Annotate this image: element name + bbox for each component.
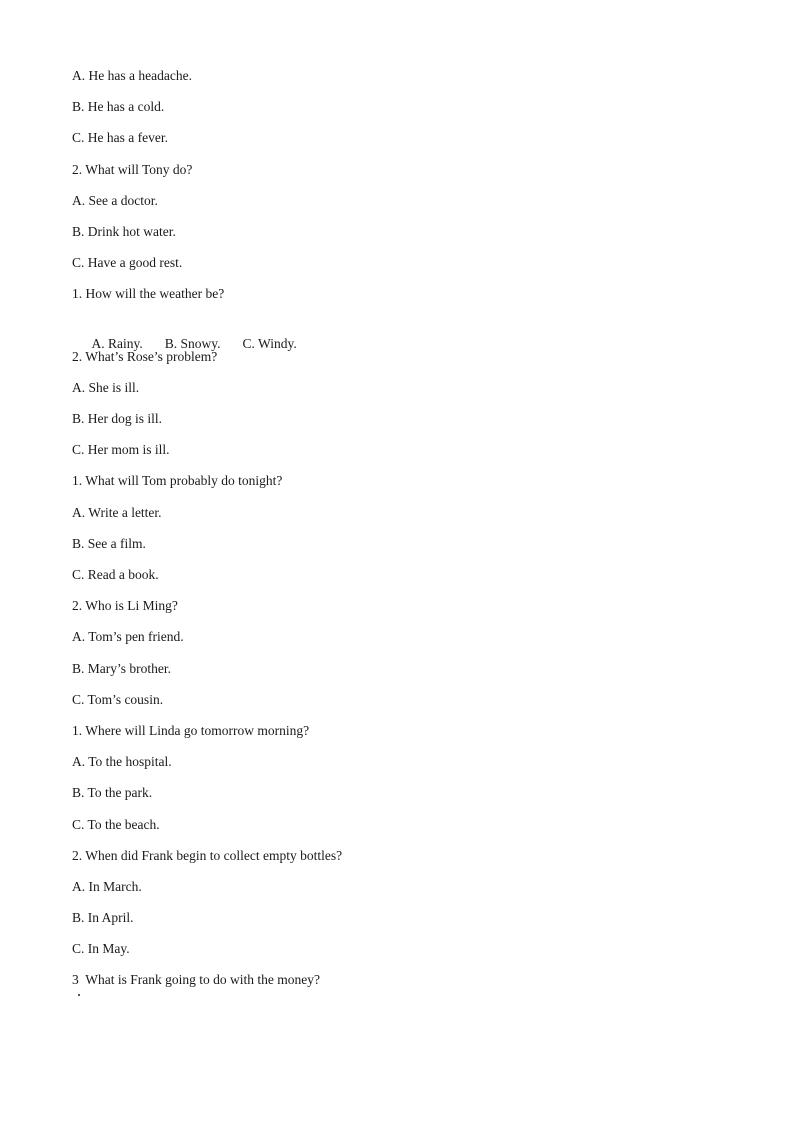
- question-line: 2. Who is Li Ming?: [72, 598, 178, 614]
- option-line: A. See a doctor.: [72, 192, 158, 208]
- option-line: B. He has a cold.: [72, 99, 165, 115]
- question-line: 2. What’s Rose’s problem?: [72, 348, 218, 364]
- option-b: B. Snowy.: [164, 335, 221, 351]
- question-line: 3 What is Frank going to do with the money?: [72, 972, 320, 988]
- option-line: A. Tom’s pen friend.: [72, 629, 184, 645]
- question-line: 1. Where will Linda go tomorrow morning?: [72, 722, 310, 738]
- option-line: A. In March.: [72, 878, 142, 894]
- question-list: [72, 67, 342, 1003]
- option-c: C. Windy.: [242, 335, 297, 351]
- question-line: 1. What will Tom probably do tonight?: [72, 473, 283, 489]
- question-line: 1. How will the weather be?: [72, 286, 225, 302]
- option-line: A. Write a letter.: [72, 504, 162, 520]
- question-line: 2. When did Frank begin to collect empty bottles?: [72, 847, 343, 863]
- option-line: C. Her mom is ill.: [72, 442, 170, 458]
- option-line: B. Drink hot water.: [72, 223, 176, 239]
- option-line: A. He has a headache.: [72, 68, 192, 83]
- option-line: C. In May.: [72, 941, 130, 957]
- option-line: C. Read a book.: [72, 567, 159, 582]
- question-line: 2. What will Tony do?: [72, 161, 193, 177]
- option-line: A. She is ill.: [72, 379, 140, 395]
- stray-mark: [78, 994, 80, 996]
- option-line: C. He has a fever.: [72, 130, 168, 146]
- option-line: C. Tom’s cousin.: [72, 691, 164, 707]
- option-a: A. Rainy.: [91, 335, 143, 351]
- option-line: B. In April.: [72, 910, 134, 926]
- option-line: B. Her dog is ill.: [72, 411, 162, 427]
- option-line: C. Have a good rest.: [72, 255, 183, 271]
- option-line: C. To the beach.: [72, 816, 160, 832]
- option-line: B. See a film.: [72, 535, 146, 551]
- option-line: B. To the park.: [72, 785, 153, 801]
- option-line: A. To the hospital.: [72, 754, 172, 770]
- option-line: B. Mary’s brother.: [72, 660, 171, 676]
- inline-options-line: [72, 317, 342, 351]
